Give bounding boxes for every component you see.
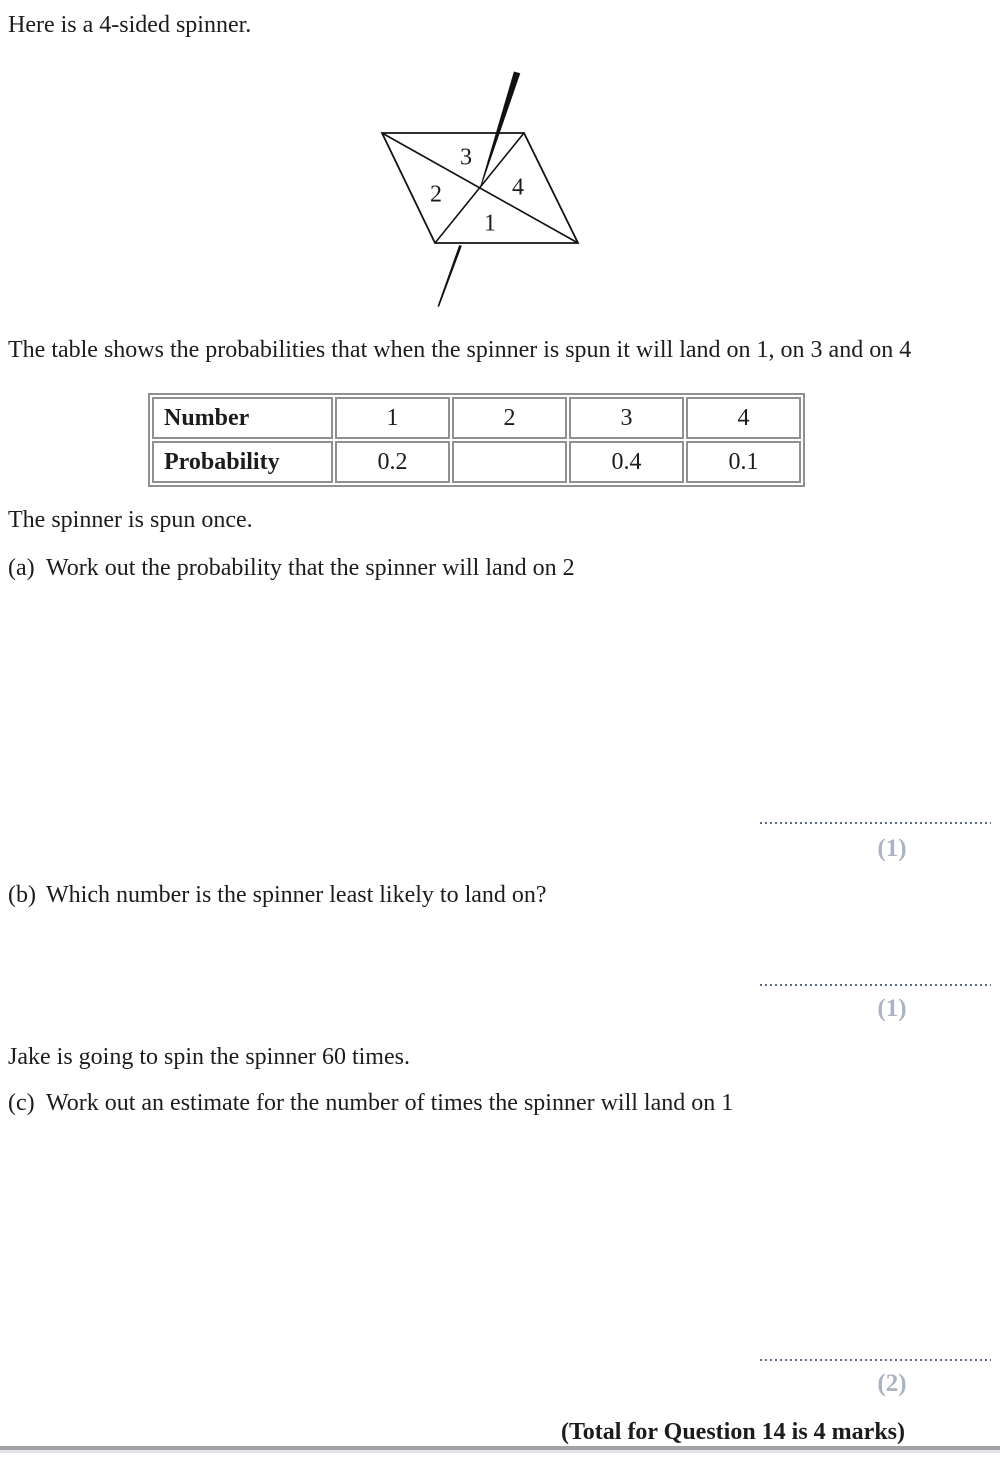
probability-table bbox=[148, 393, 805, 487]
table-cell-number-3: 3 bbox=[569, 397, 684, 439]
intro-text: Here is a 4-sided spinner. bbox=[8, 12, 252, 38]
part-a bbox=[8, 555, 575, 581]
spinner-section-label-4: 4 bbox=[512, 174, 524, 201]
part-c-text: Work out an estimate for the number of times the spinner will land on 1 bbox=[46, 1090, 734, 1116]
spinner-section-label-2: 2 bbox=[430, 181, 442, 208]
spun-once-text: The spinner is spun once. bbox=[8, 507, 253, 533]
total-marks-text: (Total for Question 14 is 4 marks) bbox=[560, 1419, 905, 1445]
table-cell-prob-3: 0.4 bbox=[569, 441, 684, 483]
table-cell-number-4: 4 bbox=[686, 397, 801, 439]
spinner-needle-lower bbox=[438, 245, 462, 307]
part-c bbox=[8, 1090, 733, 1116]
part-b-marks: (1) bbox=[877, 995, 907, 1022]
table-cell-prob-1: 0.2 bbox=[335, 441, 450, 483]
table-cell-prob-4: 0.1 bbox=[686, 441, 801, 483]
answer-line-a bbox=[760, 822, 991, 824]
spinner-section-label-3: 3 bbox=[460, 144, 472, 171]
part-b-label: (b) bbox=[8, 882, 36, 908]
spinner-diagram bbox=[360, 60, 600, 316]
part-a-text: Work out the probability that the spinner will land on 2 bbox=[46, 555, 575, 581]
jake-text: Jake is going to spin the spinner 60 times. bbox=[8, 1044, 410, 1070]
spinner-section-label-1: 1 bbox=[484, 210, 496, 237]
part-c-marks: (2) bbox=[877, 1370, 907, 1397]
table-header-probability: Probability bbox=[152, 441, 333, 483]
page-bottom-rule-light bbox=[0, 1450, 1000, 1453]
part-c-label: (c) bbox=[8, 1090, 35, 1116]
table-row-number bbox=[152, 397, 801, 439]
part-b bbox=[8, 882, 547, 908]
table-intro-text: The table shows the probabilities that when the spinner is spun it will land on 1, on 3 and on 4 bbox=[8, 337, 912, 363]
table-cell-prob-2-blank bbox=[452, 441, 567, 483]
table-cell-number-1: 1 bbox=[335, 397, 450, 439]
part-a-label: (a) bbox=[8, 555, 35, 581]
part-b-text: Which number is the spinner least likely to land on? bbox=[46, 882, 547, 908]
part-a-marks: (1) bbox=[877, 835, 907, 862]
table-row-probability bbox=[152, 441, 801, 483]
table-cell-number-2: 2 bbox=[452, 397, 567, 439]
table-header-number: Number bbox=[152, 397, 333, 439]
answer-line-b bbox=[760, 984, 991, 986]
answer-line-c bbox=[760, 1359, 991, 1361]
